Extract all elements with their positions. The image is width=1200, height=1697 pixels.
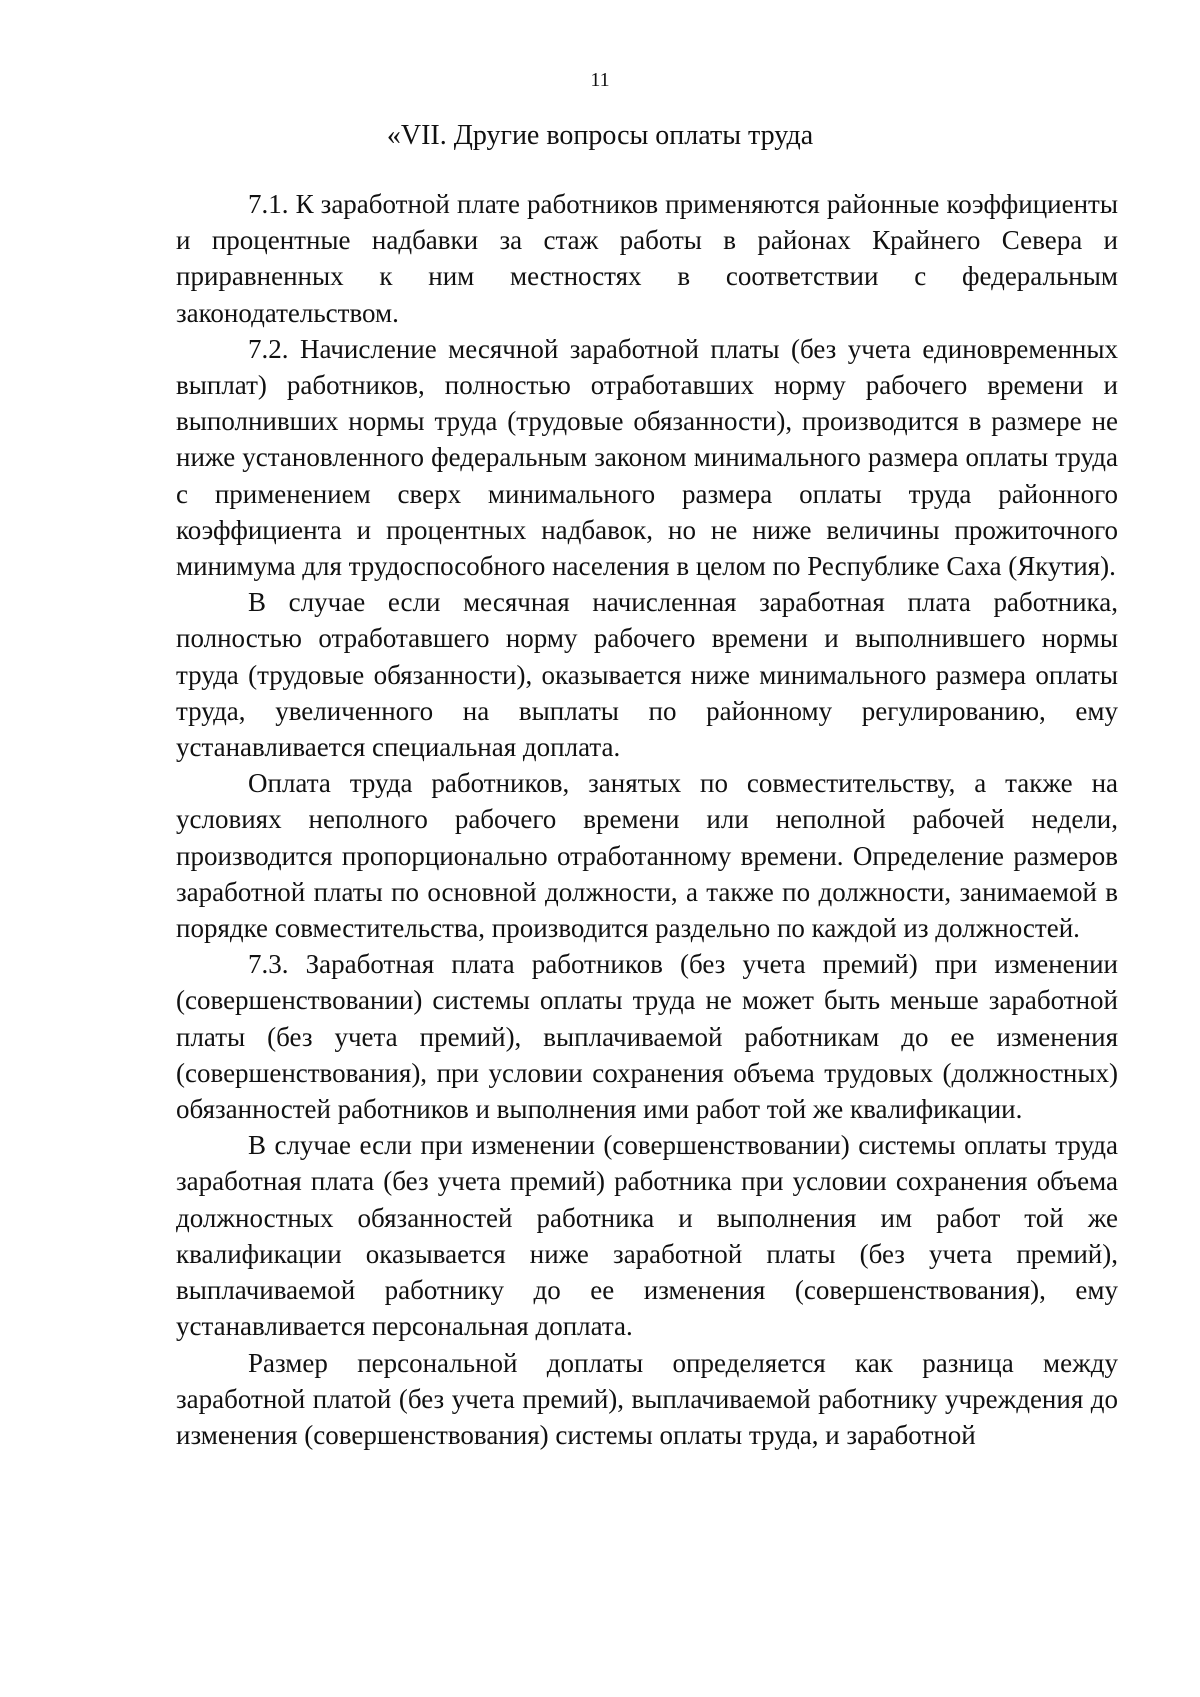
paragraph-part-time-pay: Оплата труда работников, занятых по совместительству, а также на условиях неполного рабочего времени или неполной рабочей недели, производится пропорционально отработанному времени. Определение размеров заработной платы по основной должности, а также по должности, занимаемой в порядке совместительства, производится раздельно по каждой из должностей. — [176, 768, 1118, 944]
paragraph-personal-payment: В случае если при изменении (совершенствовании) системы оплаты труда заработная плата (без учета премий) работника при условии сохранения объема должностных обязанностей работника и выполнения им работ той же квалификации оказывается ниже заработной платы (без учета премий), выплачиваемой работнику до ее изменения (совершенствования), ему устанавливается персональная доплата. — [176, 1130, 1118, 1342]
paragraph-7-3: 7.3. Заработная плата работников (без учета премий) при изменении (совершенствовании) системы оплаты труда не может быть меньше заработной платы (без учета премий), выплачиваемой работникам до ее изменения (совершенствования), при условии сохранения объема трудовых (должностных) обязанностей работников и выполнения ими работ той же квалификации. — [176, 949, 1118, 1125]
paragraph-7-1: 7.1. К заработной плате работников применяются районные коэффициенты и процентные надбавки за стаж работы в районах Крайнего Севера и приравненных к ним местностях в соответствии с федеральным законодательством. — [176, 189, 1118, 328]
body-text — [176, 186, 1118, 1453]
page-number: 11 — [590, 69, 610, 91]
paragraph-payment-size: Размер персональной доплаты определяется как разница между заработной платой (без учета премий), выплачиваемой работнику учреждения до изменения (совершенствования) системы оплаты труда, и заработной — [176, 1347, 1118, 1450]
paragraph-special-payment: В случае если месячная начисленная заработная плата работника, полностью отработавшего норму рабочего времени и выполнившего нормы труда (трудовые обязанности), оказывается ниже минимального размера оплаты труда, увеличенного на выплаты по районному регулированию, ему устанавливается специальная доплата. — [176, 587, 1118, 763]
section-title: «VII. Другие вопросы оплаты труда — [386, 120, 814, 151]
paragraph-7-2: 7.2. Начисление месячной заработной платы (без учета единовременных выплат) работников, полностью отработавших норму рабочего времени и выполнивших нормы труда (трудовые обязанности), производится в размере не ниже установленного федеральным законом минимального размера оплаты труда с применением сверх минимального размера оплаты труда районного коэффициента и процентных надбавок, но не ниже величины прожиточного минимума для трудоспособного населения в целом по Республике Саха (Якутия). — [176, 333, 1118, 582]
